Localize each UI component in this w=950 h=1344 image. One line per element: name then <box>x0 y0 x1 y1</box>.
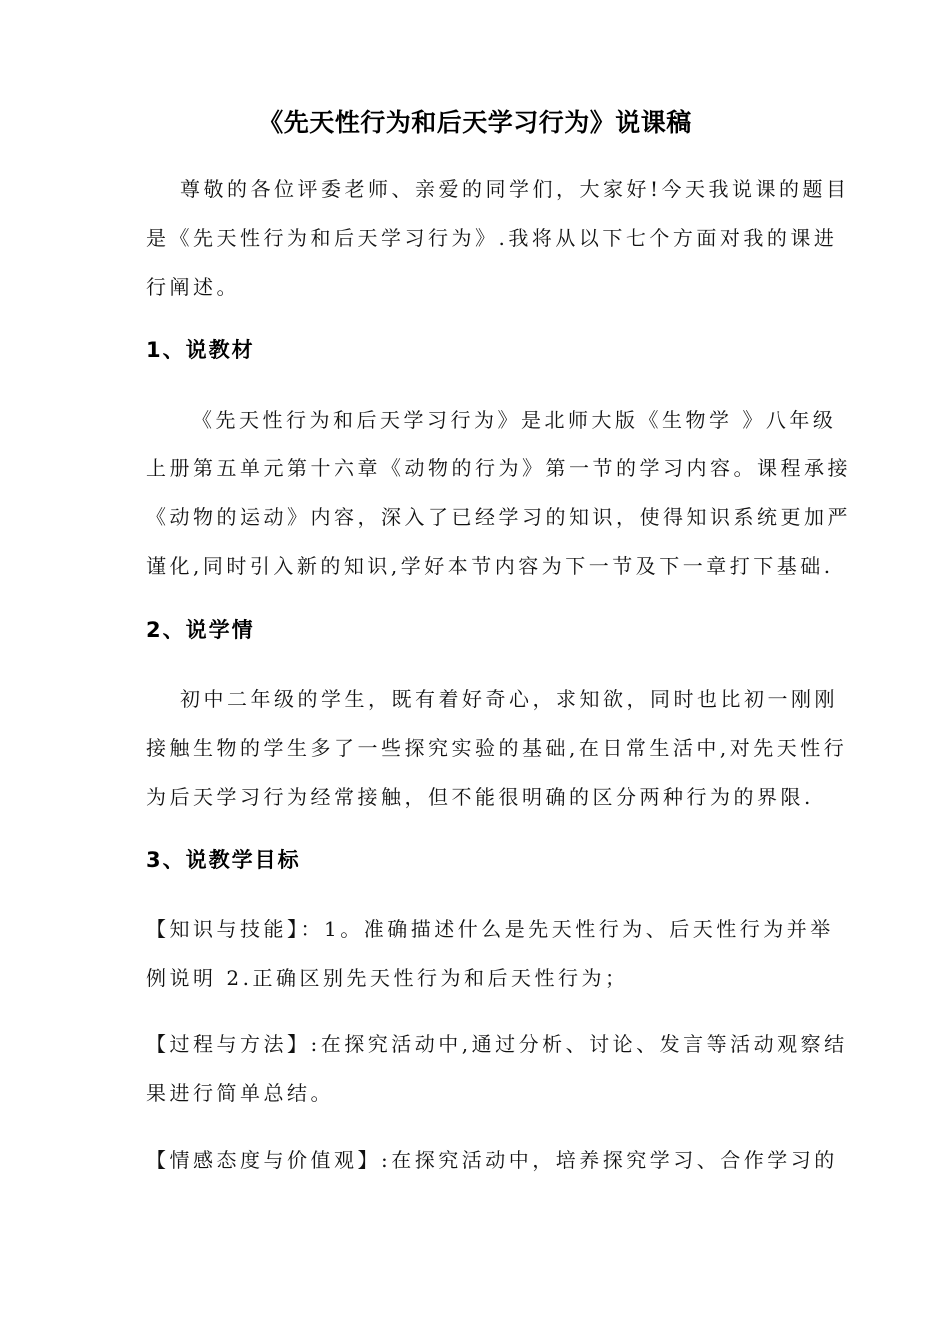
objective-knowledge-line-2: 例说明 2.正确区别先天性行为和后天性行为； <box>146 966 629 990</box>
students-line-3: 为后天学习行为经常接触，但不能很明确的区分两种行为的界限. <box>146 785 814 809</box>
objective-process-line-1: 【过程与方法】:在探究活动中,通过分析、讨论、发言等活动观察结 <box>146 1032 848 1056</box>
textbook-line-1: 《先天性行为和后天学习行为》是北师大版《生物学 》八年级 <box>192 408 837 432</box>
textbook-line-2: 上册第五单元第十六章《动物的行为》第一节的学习内容。课程承接 <box>146 456 851 480</box>
textbook-line-4: 谨化,同时引入新的知识,学好本节内容为下一节及下一章打下基础. <box>146 554 834 578</box>
objective-emotion-line-1: 【情感态度与价值观】:在探究活动中，培养探究学习、合作学习的 <box>146 1148 838 1172</box>
students-line-2: 接触生物的学生多了一些探究实验的基础,在日常生活中,对先天性行 <box>146 736 848 760</box>
objective-process-line-2: 果进行简单总结。 <box>146 1081 334 1105</box>
students-line-1: 初中二年级的学生，既有着好奇心，求知欲，同时也比初一刚刚 <box>180 687 838 711</box>
intro-line-2: 是《先天性行为和后天学习行为》.我将从以下七个方面对我的课进 <box>146 226 838 250</box>
intro-line-3: 行阐述。 <box>146 275 240 299</box>
textbook-line-3: 《动物的运动》内容，深入了已经学习的知识，使得知识系统更加严 <box>146 505 851 529</box>
section-heading-textbook: 1、说教材 <box>146 338 255 362</box>
intro-line-1: 尊敬的各位评委老师、亲爱的同学们，大家好!今天我说课的题目 <box>180 177 850 201</box>
objective-knowledge-line-1: 【知识与技能】：1。准确描述什么是先天性行为、后天性行为并举 <box>146 917 834 941</box>
section-heading-objectives: 3、说教学目标 <box>146 848 301 872</box>
document-title: 《先天性行为和后天学习行为》说课稿 <box>258 108 692 137</box>
section-heading-students: 2、说学情 <box>146 618 255 642</box>
